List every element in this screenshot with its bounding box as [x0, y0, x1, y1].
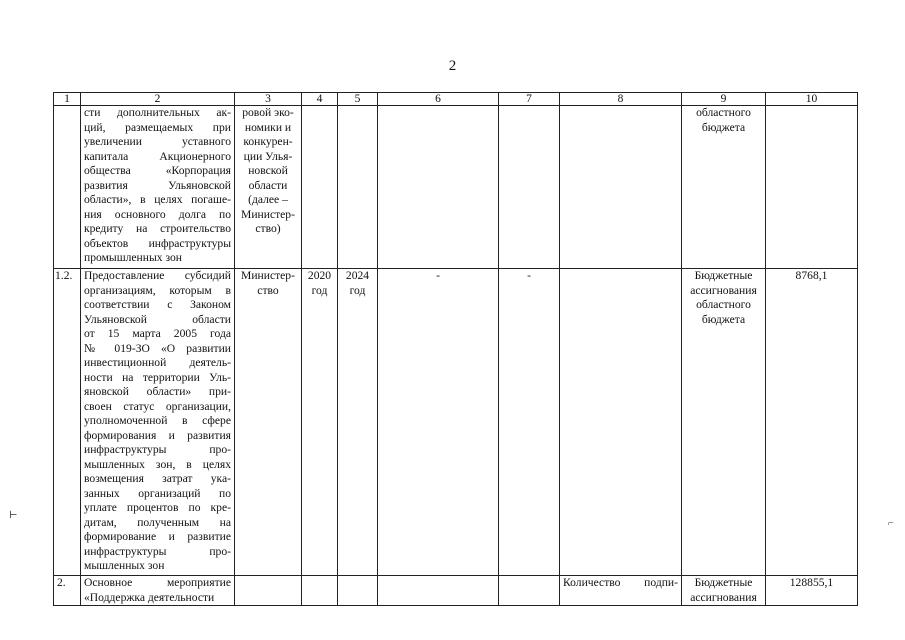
text-line: год [349, 283, 366, 297]
text-line: Министер- [241, 207, 295, 221]
table-row [54, 269, 858, 576]
column-7-cell: - [499, 269, 560, 576]
funding-source-cell [682, 576, 766, 606]
funding-source-cell [682, 106, 766, 269]
text-line: ния основного долга по [84, 207, 231, 221]
text-line: увеличении уставного [84, 135, 231, 148]
text-line: формирование и развитие [84, 530, 231, 543]
text-line: кредиту на строительство [84, 222, 231, 235]
text-line: дитам, полученным на [84, 515, 231, 529]
column-6-cell [378, 576, 499, 606]
column-number: 6 [378, 93, 499, 106]
measure-name-cell [81, 269, 235, 576]
text-line: уплате процентов по кре- [84, 501, 231, 514]
text-line: Ульяновской области [84, 312, 231, 326]
text-line: соответствии с Законом [84, 298, 231, 311]
measure-name-cell [81, 576, 235, 606]
text-line: ций, размещаемых при [84, 120, 231, 134]
text-line: № 019-ЗО «О развитии [84, 341, 231, 355]
text-line: «Поддержка деятельности [84, 590, 215, 604]
text-line: областного [696, 106, 751, 119]
column-7-cell [499, 106, 560, 269]
text-line: ровой эко- [242, 106, 294, 119]
text-line: областного [696, 298, 751, 311]
text-line: организациям, которым в [84, 283, 231, 297]
page-number: 2 [448, 58, 457, 74]
text-line: бюджета [701, 120, 746, 134]
text-line: инвестиционной деятель- [84, 356, 231, 369]
start-year-cell [302, 269, 338, 576]
text-line: Министер- [241, 269, 295, 282]
text-line: общества «Корпорация [84, 164, 231, 177]
text-line: инфраструктуры про- [84, 544, 231, 558]
text-line: Количество подпи- [563, 576, 678, 589]
text-line: мышленных зон [84, 559, 165, 572]
text-line: сти дополнительных ак- [84, 106, 231, 119]
text-line: развития Ульяновской [84, 178, 231, 192]
row-number-cell [54, 106, 81, 269]
amount-cell [766, 106, 858, 269]
text-line: области», в целях погаше- [84, 193, 231, 206]
start-year-cell [302, 576, 338, 606]
text-line: капитала Акционерного [84, 149, 231, 163]
text-line: ство [257, 283, 279, 297]
text-line: конкурен- [243, 135, 293, 148]
text-line: Бюджетные [694, 576, 753, 589]
executor-cell [235, 269, 302, 576]
scan-mark-right: ⌐ [888, 518, 894, 529]
amount-cell: 128855,1 [766, 576, 858, 606]
column-number: 1 [54, 93, 81, 106]
table-row [54, 576, 858, 606]
text-line: инфраструктуры про- [84, 443, 231, 456]
text-line: бюджета [701, 312, 746, 326]
text-line: номики и [244, 120, 292, 134]
text-line: ассигнования [690, 590, 757, 604]
end-year-cell [338, 106, 378, 269]
funding-source-cell [682, 269, 766, 576]
text-line: ности на территории Уль- [84, 370, 231, 384]
table-header-row [54, 93, 858, 106]
indicator-cell [560, 576, 682, 606]
column-number: 9 [682, 93, 766, 106]
text-line: от 15 марта 2005 года [84, 327, 231, 340]
text-line: 2024 [345, 269, 370, 282]
row-number-cell: 1.2. [54, 269, 81, 576]
text-line: 2020 [307, 269, 332, 282]
column-number: 8 [560, 93, 682, 106]
executor-cell [235, 576, 302, 606]
executor-cell [235, 106, 302, 269]
text-line: (далее – [248, 193, 288, 206]
text-line: формирования и развития [84, 428, 231, 442]
column-number: 10 [766, 93, 858, 106]
amount-cell: 8768,1 [766, 269, 858, 576]
text-line: промышленных зон [84, 251, 182, 264]
start-year-cell [302, 106, 338, 269]
row-number-cell: 2. [54, 576, 81, 606]
end-year-cell [338, 269, 378, 576]
column-6-cell [378, 106, 499, 269]
text-line: яновской области» при- [84, 385, 231, 398]
column-number: 7 [499, 93, 560, 106]
text-line: занных организаций по [84, 486, 231, 500]
text-line: ции Улья- [243, 149, 293, 163]
table-row [54, 106, 858, 269]
text-line: ассигнования [690, 283, 757, 297]
text-line: области [248, 178, 288, 192]
column-number: 2 [81, 93, 235, 106]
text-line: Бюджетные [694, 269, 753, 282]
indicator-cell [560, 269, 682, 576]
end-year-cell [338, 576, 378, 606]
column-7-cell [499, 576, 560, 606]
column-number: 3 [235, 93, 302, 106]
text-line: Предоставление субсидий [84, 269, 231, 282]
text-line: год [311, 283, 328, 297]
column-number: 4 [302, 93, 338, 106]
text-line: возмещения затрат ука- [84, 472, 231, 485]
text-line: объектов инфраструктуры [84, 236, 231, 250]
measure-name-cell [81, 106, 235, 269]
text-line: мышленных зон, в целях [84, 457, 231, 471]
column-number: 5 [338, 93, 378, 106]
column-6-cell: - [378, 269, 499, 576]
indicator-cell [560, 106, 682, 269]
measures-table [53, 92, 858, 606]
text-line: своен статус организации, [84, 399, 231, 413]
scan-mark-left: ⊢ [9, 510, 18, 521]
text-line: новской [248, 164, 288, 177]
text-line: ство) [255, 222, 281, 235]
text-line: Основное мероприятие [84, 576, 231, 589]
text-line: уполномоченной в сфере [84, 414, 231, 427]
